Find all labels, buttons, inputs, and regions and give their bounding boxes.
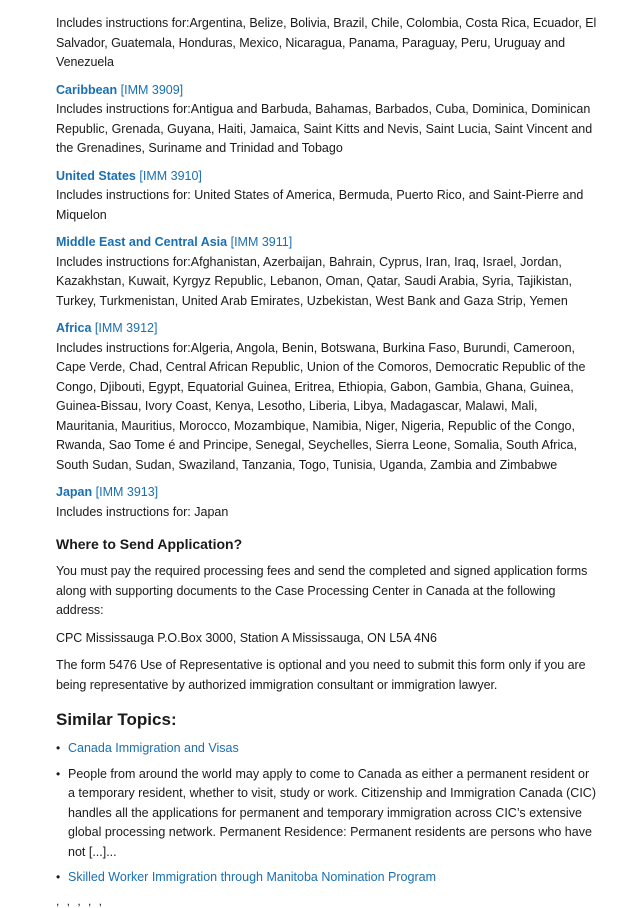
region-name: Caribbean <box>56 82 118 97</box>
region-caribbean <box>56 81 598 159</box>
region-heading <box>56 233 598 253</box>
list-item <box>56 765 598 863</box>
region-heading <box>56 167 598 187</box>
region-code: [IMM 3913] <box>95 485 159 499</box>
region-united-states <box>56 167 598 226</box>
region-heading <box>56 81 598 101</box>
address-line: CPC Mississauga P.O.Box 3000, Station A Mississauga, ON L5A 4N6 <box>56 630 437 645</box>
region-text: Includes instructions for: Japan <box>56 504 229 519</box>
region-text: Includes instructions for:Afghanistan, Azerbaijan, Bahrain, Cyprus, Iran, Iraq, Israel, Jordan, Kazakhstan, Kuwait, Kyrgyz Republic, Lebanon, Oman, Qatar, Saudi Arabia, Syria, Tajikistan, Turkey, Turkmenistan, United Arab Emirates, Uzbekistan, West Bank and Gaza Strip, Yemen <box>56 254 573 308</box>
bullet-icon: • <box>56 741 61 755</box>
region-code: [IMM 3910] <box>139 168 202 183</box>
similar-topics-list <box>56 739 598 888</box>
topic-excerpt: People from around the world may apply to come to Canada as either a permanent resident or a temporary resident, whether to visit, study or work. Citizenship and Immigration Canada (CIC) handles all the applications for permanent and temporary immigration across CIC’s extensive global processing network. Permanent Residence: Permanent residents are persons who have not [...]... <box>68 766 596 859</box>
region-name: Africa <box>56 321 92 335</box>
bullet-icon: • <box>56 870 61 884</box>
link-canada-immigration[interactable]: Canada Immigration and Visas <box>68 741 239 755</box>
region-heading <box>56 483 598 503</box>
list-item <box>56 739 598 759</box>
link-manitoba-nomination[interactable]: Skilled Worker Immigration through Manitoba Nomination Program <box>68 870 436 884</box>
region-name: Middle East and Central Asia <box>56 235 228 249</box>
region-name: Japan <box>56 485 93 499</box>
similar-topics-heading: Similar Topics: <box>56 710 177 729</box>
representative-paragraph: The form 5476 Use of Representative is optional and you need to submit this form only if you are being representative by authorized immigration consultant or immigration lawyer. <box>56 658 586 692</box>
list-item <box>56 868 598 888</box>
region-text: Includes instructions for: United States of America, Bermuda, Puerto Rico, and Saint-Pierre and Miquelon <box>56 188 584 222</box>
region-africa <box>56 319 598 475</box>
region-name: United States <box>56 168 136 183</box>
region-heading <box>56 319 598 339</box>
region-code: [IMM 3912] <box>94 321 158 335</box>
region-code: [IMM 3911] <box>230 235 293 249</box>
intro-paragraph: Includes instructions for:Argentina, Belize, Bolivia, Brazil, Chile, Colombia, Costa Rica, Ecuador, El Salvador, Guatemala, Honduras, Mexico, Nicaragua, Panama, Paraguay, Peru, Uruguay and Venezuela <box>56 16 597 69</box>
where-paragraph: You must pay the required processing fees and send the completed and signed application forms along with supporting documents to the Case Processing Center in Canada at the following address: <box>56 564 588 617</box>
region-text: Includes instructions for:Antigua and Barbuda, Bahamas, Barbados, Cuba, Dominica, Dominican Republic, Grenada, Guyana, Haiti, Jamaica, Saint Kitts and Nevis, Saint Lucia, Saint Vincent and the Grenadines, Suriname and Trinidad and Tobago <box>56 102 593 155</box>
region-code: [IMM 3909] <box>120 82 184 97</box>
bullet-icon: • <box>56 766 61 781</box>
trailing-commas: , , , , , <box>56 893 105 908</box>
where-heading: Where to Send Application? <box>56 536 243 552</box>
region-japan <box>56 483 598 522</box>
region-text: Includes instructions for:Algeria, Angola, Benin, Botswana, Burkina Faso, Burundi, Cameroon, Cape Verde, Chad, Central African Republic, Union of the Comoros, Democratic Republic of the Congo, Djibouti, Egypt, Equatorial Guinea, Eritrea, Ethiopia, Gabon, Gambia, Ghana, Guinea, Guinea-Bissau, Ivory Coast, Kenya, Lesotho, Liberia, Libya, Madagascar, Malawi, Mali, Mauritania, Mauritius, Morocco, Mozambique, Namibia, Niger, Nigeria, Republic of the Congo, Rwanda, Sao Tome é and Principe, Senegal, Seychelles, Sierra Leone, Somalia, South Africa, South Sudan, Sudan, Swaziland, Tanzania, Togo, Tunisia, Uganda, Zambia and Zimbabwe <box>56 340 586 472</box>
region-middle-east <box>56 233 598 311</box>
